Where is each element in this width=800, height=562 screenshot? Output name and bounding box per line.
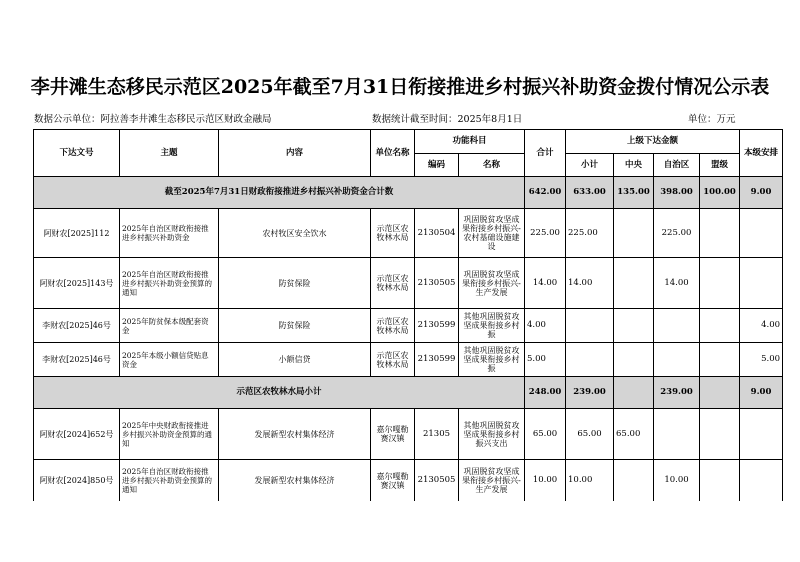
col-name: 名称 <box>459 154 525 177</box>
unit-cell: 示范区农牧林水局 <box>371 209 415 258</box>
local-cell <box>740 258 783 309</box>
subtotal-cell: 10.00 <box>566 460 614 502</box>
name-cell: 其他巩固脱贫攻坚成果衔接乡村振兴支出 <box>459 409 525 460</box>
local-cell: 4.00 <box>740 309 783 343</box>
name-cell: 其他巩固脱贫攻坚成果衔接乡村振 <box>459 309 525 343</box>
col-subtotal: 小计 <box>566 154 614 177</box>
unit-cell: 示范区农牧林水局 <box>371 343 415 377</box>
subtotal-subtotal: 239.00 <box>566 377 614 409</box>
col-central: 中央 <box>614 154 654 177</box>
doc-no-cell: 阿财农[2024]652号 <box>34 409 120 460</box>
league-cell <box>700 309 740 343</box>
league-cell <box>700 209 740 258</box>
subtotal-cell: 225.00 <box>566 209 614 258</box>
name-cell: 巩固脱贫攻坚成果衔接乡村振兴-生产发展 <box>459 258 525 309</box>
table-row <box>34 409 783 460</box>
col-code: 编码 <box>415 154 459 177</box>
subject-cell: 2025年自治区财政衔接推进乡村振兴补助资金 <box>120 209 219 258</box>
subtotal-total: 248.00 <box>525 377 566 409</box>
subtotal-cell <box>566 343 614 377</box>
doc-no-cell: 阿财农[2025]112 <box>34 209 120 258</box>
grand-total-subtotal: 633.00 <box>566 177 614 209</box>
central-cell <box>614 258 654 309</box>
total-cell: 65.00 <box>525 409 566 460</box>
subtotal-cell: 65.00 <box>566 409 614 460</box>
doc-no-cell: 阿财农[2024]850号 <box>34 460 120 502</box>
grand-total-league: 100.00 <box>700 177 740 209</box>
statistics-date: 数据统计截至时间：2025年8月1日 <box>372 114 523 125</box>
grand-total-row <box>34 177 783 209</box>
name-cell: 巩固脱贫攻坚成果衔接乡村振兴-生产发展 <box>459 460 525 502</box>
header-row-1 <box>34 130 783 154</box>
code-cell: 2130599 <box>415 309 459 343</box>
col-subject: 主题 <box>120 130 219 177</box>
page-title: 李井滩生态移民示范区2025年截至7月31日衔接推进乡村振兴补助资金拨付情况公示表 <box>30 76 770 98</box>
code-cell: 2130599 <box>415 343 459 377</box>
doc-no-cell: 李财农[2025]46号 <box>34 309 120 343</box>
central-cell <box>614 309 654 343</box>
col-upper-amount: 上级下达金额 <box>566 130 740 154</box>
total-cell: 4.00 <box>525 309 566 343</box>
central-cell <box>614 460 654 502</box>
subtotal-local: 9.00 <box>740 377 783 409</box>
funds-table <box>33 129 783 501</box>
subtotal-central <box>614 377 654 409</box>
content-cell: 防贫保险 <box>219 309 371 343</box>
grand-total-label: 截至2025年7月31日财政衔接推进乡村振兴补助资金合计数 <box>34 177 525 209</box>
subtotal-league <box>700 377 740 409</box>
region-cell <box>654 409 700 460</box>
subtotal-cell <box>566 309 614 343</box>
central-cell <box>614 209 654 258</box>
grand-total-central: 135.00 <box>614 177 654 209</box>
total-cell: 10.00 <box>525 460 566 502</box>
code-cell: 2130505 <box>415 258 459 309</box>
code-cell: 2130504 <box>415 209 459 258</box>
local-cell <box>740 409 783 460</box>
subject-cell: 2025年防贫保本级配套资金 <box>120 309 219 343</box>
subject-cell: 2025年自治区财政衔接推进乡村振兴补助资金预算的通知 <box>120 258 219 309</box>
unit-cell: 嘉尔嘎勒赛汉镇 <box>371 409 415 460</box>
content-cell: 小额信贷 <box>219 343 371 377</box>
region-cell <box>654 343 700 377</box>
col-league: 盟级 <box>700 154 740 177</box>
doc-no-cell: 阿财农[2025]143号 <box>34 258 120 309</box>
content-cell: 农村牧区安全饮水 <box>219 209 371 258</box>
subtotal-cell: 14.00 <box>566 258 614 309</box>
league-cell <box>700 409 740 460</box>
local-cell <box>740 460 783 502</box>
unit-cell: 嘉尔嘎勒赛汉镇 <box>371 460 415 502</box>
subject-cell: 2025年中央财政衔接推进乡村振兴补助资金预算的通知 <box>120 409 219 460</box>
name-cell: 巩固脱贫攻坚成果衔接乡村振兴-农村基础设施建设 <box>459 209 525 258</box>
grand-total-total: 642.00 <box>525 177 566 209</box>
grand-total-local: 9.00 <box>740 177 783 209</box>
table-row <box>34 209 783 258</box>
local-cell <box>740 209 783 258</box>
table-row <box>34 309 783 343</box>
total-cell: 14.00 <box>525 258 566 309</box>
total-cell: 5.00 <box>525 343 566 377</box>
subtotal-row <box>34 377 783 409</box>
col-func-subject: 功能科目 <box>415 130 525 154</box>
subtotal-region: 239.00 <box>654 377 700 409</box>
col-content: 内容 <box>219 130 371 177</box>
table-row <box>34 460 783 502</box>
code-cell: 2130505 <box>415 460 459 502</box>
table-row <box>34 343 783 377</box>
money-unit: 单位：万元 <box>688 114 736 125</box>
table-row <box>34 258 783 309</box>
col-region: 自治区 <box>654 154 700 177</box>
region-cell <box>654 309 700 343</box>
doc-no-cell: 李财农[2025]46号 <box>34 343 120 377</box>
league-cell <box>700 343 740 377</box>
subtotal-label: 示范区农牧林水局小计 <box>34 377 525 409</box>
name-cell: 其他巩固脱贫攻坚成果衔接乡村振 <box>459 343 525 377</box>
publishing-unit: 数据公示单位：阿拉善李井滩生态移民示范区财政金融局 <box>34 114 272 125</box>
region-cell: 225.00 <box>654 209 700 258</box>
grand-total-region: 398.00 <box>654 177 700 209</box>
central-cell <box>614 343 654 377</box>
col-total: 合计 <box>525 130 566 177</box>
unit-cell: 示范区农牧林水局 <box>371 258 415 309</box>
region-cell: 14.00 <box>654 258 700 309</box>
code-cell: 21305 <box>415 409 459 460</box>
region-cell: 10.00 <box>654 460 700 502</box>
content-cell: 发展新型农村集体经济 <box>219 409 371 460</box>
col-doc-no: 下达文号 <box>34 130 120 177</box>
content-cell: 防贫保险 <box>219 258 371 309</box>
col-unit-name: 单位名称 <box>371 130 415 177</box>
total-cell: 225.00 <box>525 209 566 258</box>
subject-cell: 2025年自治区财政衔接推进乡村振兴补助资金预算的通知 <box>120 460 219 502</box>
league-cell <box>700 460 740 502</box>
content-cell: 发展新型农村集体经济 <box>219 460 371 502</box>
league-cell <box>700 258 740 309</box>
subject-cell: 2025年本级小额信贷贴息资金 <box>120 343 219 377</box>
local-cell: 5.00 <box>740 343 783 377</box>
central-cell: 65.00 <box>614 409 654 460</box>
col-local: 本级安排 <box>740 130 783 177</box>
unit-cell: 示范区农牧林水局 <box>371 309 415 343</box>
